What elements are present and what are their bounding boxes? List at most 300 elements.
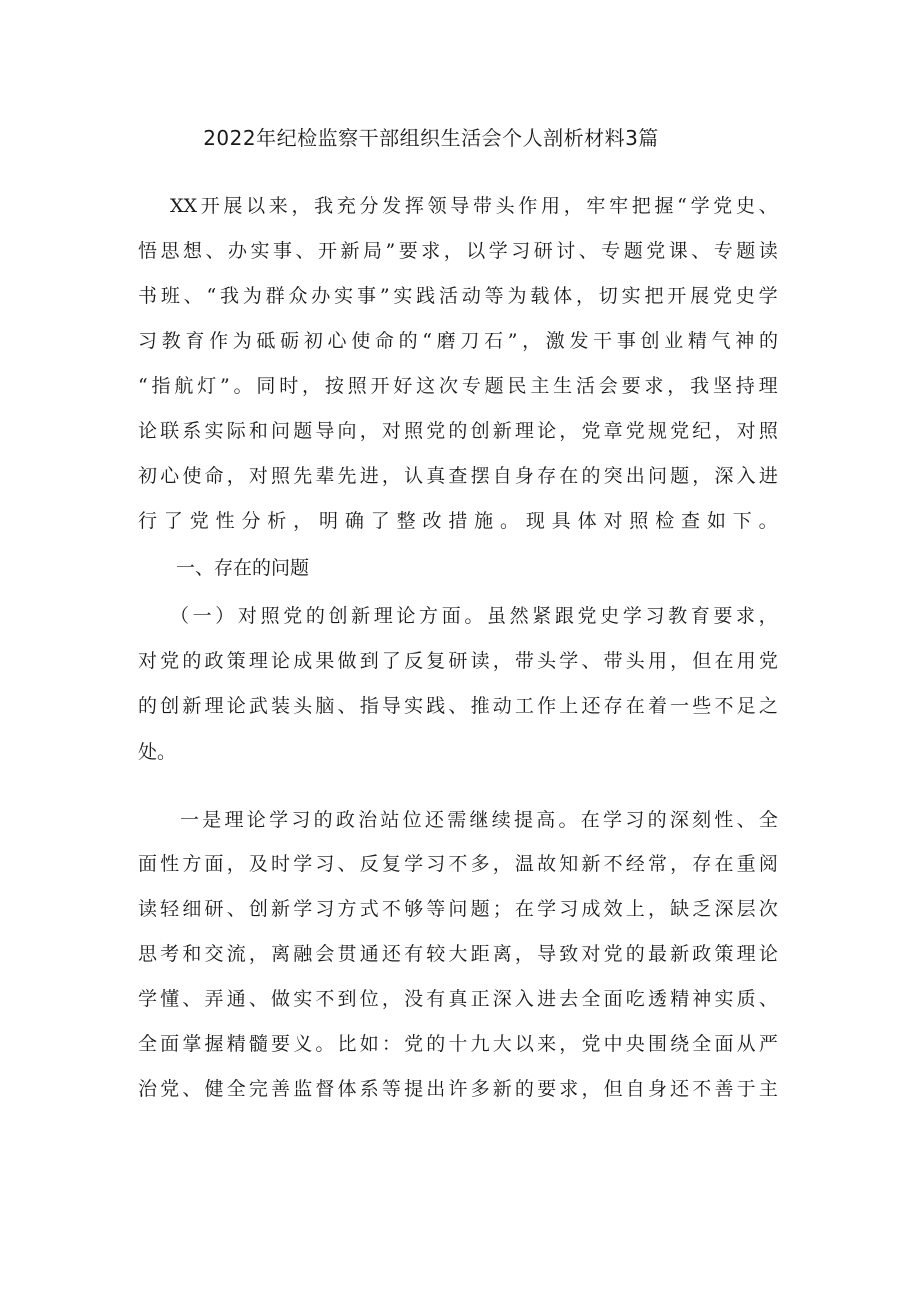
text-glyph: XX bbox=[170, 195, 198, 217]
text-glyph: ， bbox=[670, 650, 690, 672]
text-glyph: 题 bbox=[484, 375, 504, 397]
text-glyph: 多 bbox=[470, 853, 490, 875]
text-glyph: 要 bbox=[537, 1078, 557, 1100]
text-glyph: “ bbox=[138, 375, 148, 397]
text-glyph: 神 bbox=[692, 988, 712, 1010]
text-glyph: 对 bbox=[237, 605, 257, 627]
text-glyph: 来 bbox=[537, 1033, 557, 1055]
text-glyph: 存 bbox=[603, 695, 623, 717]
text-glyph: 新 bbox=[492, 420, 512, 442]
text-glyph: 在 bbox=[580, 809, 600, 831]
text-glyph: ” bbox=[379, 285, 390, 307]
text-glyph: 题 bbox=[470, 898, 490, 920]
text-glyph: 讨 bbox=[556, 240, 576, 262]
text-glyph: 理 bbox=[373, 605, 393, 627]
text-glyph: 指 bbox=[359, 695, 379, 717]
text-glyph: 做 bbox=[337, 650, 357, 672]
text-glyph: 发 bbox=[382, 195, 402, 217]
text-glyph: 面 bbox=[441, 605, 461, 627]
text-glyph: 、 bbox=[578, 240, 598, 262]
text-glyph: 学 bbox=[559, 650, 579, 672]
text-glyph: 理 bbox=[224, 809, 244, 831]
text-glyph: 论 bbox=[396, 605, 416, 627]
text-glyph: 心 bbox=[160, 465, 180, 487]
text-glyph: 面 bbox=[138, 853, 158, 875]
text-glyph: 乏 bbox=[692, 898, 712, 920]
text-glyph: 握 bbox=[204, 1033, 224, 1055]
text-glyph: ， bbox=[670, 853, 690, 875]
text-glyph: 政 bbox=[335, 809, 355, 831]
paragraph-line bbox=[138, 239, 778, 263]
text-glyph: 气 bbox=[711, 330, 731, 352]
text-glyph: ， bbox=[575, 285, 595, 307]
text-glyph: 策 bbox=[226, 650, 246, 672]
text-glyph: 的 bbox=[758, 330, 778, 352]
text-glyph: 习 bbox=[426, 853, 446, 875]
text-glyph: 到 bbox=[337, 988, 357, 1010]
paragraph-line bbox=[138, 1077, 778, 1101]
text-glyph: 体 bbox=[577, 510, 597, 532]
text-glyph: 知 bbox=[559, 853, 579, 875]
text-glyph: 持 bbox=[735, 375, 755, 397]
text-glyph: 我 bbox=[690, 375, 710, 397]
text-glyph: 于 bbox=[736, 1078, 756, 1100]
text-glyph: 灯 bbox=[197, 375, 217, 397]
document-title: 2022年纪检监察干部组织生活会个人剖析材料3篇 bbox=[203, 126, 659, 150]
text-glyph: 党 bbox=[426, 420, 446, 442]
text-glyph: 照 bbox=[758, 420, 778, 442]
text-glyph: 全 bbox=[581, 988, 601, 1010]
text-glyph: 对 bbox=[736, 420, 756, 442]
paragraph-line bbox=[138, 509, 778, 533]
text-glyph: 不 bbox=[315, 988, 335, 1010]
text-glyph: 为 bbox=[507, 285, 527, 307]
text-glyph: 活 bbox=[575, 375, 595, 397]
text-glyph: 开 bbox=[667, 285, 687, 307]
text-glyph: 时 bbox=[279, 375, 299, 397]
text-glyph: 把 bbox=[631, 195, 651, 217]
text-glyph: 还 bbox=[381, 943, 401, 965]
text-glyph: ， bbox=[492, 650, 512, 672]
text-glyph: 交 bbox=[204, 943, 224, 965]
text-glyph: 照 bbox=[260, 605, 280, 627]
text-glyph: 导 bbox=[315, 420, 335, 442]
text-glyph: 教 bbox=[161, 330, 181, 352]
text-glyph: 进 bbox=[359, 465, 379, 487]
text-glyph: 续 bbox=[491, 809, 511, 831]
text-glyph: 轻 bbox=[160, 898, 180, 920]
text-glyph: 如 bbox=[706, 510, 726, 532]
text-glyph: 题 bbox=[623, 240, 643, 262]
text-glyph: 出 bbox=[625, 465, 645, 487]
text-glyph: 教 bbox=[668, 605, 688, 627]
text-glyph: ： bbox=[381, 1033, 401, 1055]
text-glyph: 牢 bbox=[586, 195, 606, 217]
text-glyph: 脑 bbox=[315, 695, 335, 717]
text-glyph: 够 bbox=[404, 898, 424, 920]
text-glyph: 阅 bbox=[758, 853, 778, 875]
text-glyph: 深 bbox=[714, 465, 734, 487]
text-glyph: 办 bbox=[311, 285, 331, 307]
text-glyph: 我 bbox=[314, 195, 334, 217]
text-glyph: 监 bbox=[293, 1078, 313, 1100]
text-glyph: 工 bbox=[514, 695, 534, 717]
text-glyph: “ bbox=[206, 285, 217, 307]
text-glyph: ， bbox=[563, 195, 583, 217]
text-glyph: 下 bbox=[732, 510, 752, 532]
text-glyph: 政 bbox=[692, 943, 712, 965]
text-glyph: 正 bbox=[470, 988, 490, 1010]
text-glyph: 重 bbox=[736, 853, 756, 875]
text-glyph: ， bbox=[291, 195, 311, 217]
text-glyph: 施 bbox=[474, 510, 494, 532]
text-glyph: 如 bbox=[359, 1033, 379, 1055]
text-glyph: 纪 bbox=[692, 420, 712, 442]
text-glyph: ， bbox=[514, 943, 534, 965]
text-glyph: 的 bbox=[448, 420, 468, 442]
text-glyph: 的 bbox=[647, 809, 667, 831]
text-glyph: 系 bbox=[182, 420, 202, 442]
text-glyph: 论 bbox=[226, 695, 246, 717]
text-glyph: 、 bbox=[581, 650, 601, 672]
paragraph-line bbox=[138, 329, 778, 353]
text-glyph: 书 bbox=[138, 285, 158, 307]
text-glyph: 但 bbox=[603, 1078, 623, 1100]
text-glyph: 着 bbox=[647, 695, 667, 717]
text-glyph: 弄 bbox=[204, 988, 224, 1010]
text-glyph: 面 bbox=[714, 1033, 734, 1055]
text-glyph: 习 bbox=[559, 898, 579, 920]
text-glyph: ， bbox=[226, 465, 246, 487]
text-glyph: 局 bbox=[363, 240, 383, 262]
text-glyph: 、 bbox=[295, 240, 315, 262]
text-glyph: 按 bbox=[324, 375, 344, 397]
text-glyph: 成 bbox=[293, 650, 313, 672]
text-glyph: 复 bbox=[381, 853, 401, 875]
text-glyph: 刀 bbox=[460, 330, 480, 352]
text-glyph: 提 bbox=[513, 809, 533, 831]
text-glyph: 一 bbox=[670, 695, 690, 717]
text-glyph: 上 bbox=[559, 695, 579, 717]
text-glyph: 位 bbox=[402, 809, 422, 831]
text-glyph: 全 bbox=[226, 1078, 246, 1100]
text-glyph: 还 bbox=[670, 1078, 690, 1100]
text-glyph: 体 bbox=[553, 285, 573, 307]
text-glyph: 习 bbox=[315, 853, 335, 875]
text-glyph: 离 bbox=[492, 943, 512, 965]
text-glyph: 位 bbox=[359, 988, 379, 1010]
text-glyph: 治 bbox=[358, 809, 378, 831]
text-glyph: 明 bbox=[319, 510, 339, 532]
text-glyph: 理 bbox=[514, 420, 534, 442]
text-glyph: 实 bbox=[393, 285, 413, 307]
text-glyph: 干 bbox=[593, 330, 613, 352]
text-glyph: 载 bbox=[530, 285, 550, 307]
paragraph-line bbox=[138, 464, 778, 488]
text-glyph: 石 bbox=[484, 330, 504, 352]
text-glyph: 了 bbox=[163, 510, 183, 532]
text-glyph: 新 bbox=[581, 853, 601, 875]
text-glyph: 航 bbox=[174, 375, 194, 397]
text-glyph: 求 bbox=[421, 240, 441, 262]
text-glyph: 创 bbox=[470, 420, 490, 442]
text-glyph: 初 bbox=[138, 465, 158, 487]
text-glyph: 一 bbox=[180, 809, 200, 831]
text-glyph: 。 bbox=[315, 1033, 335, 1055]
text-glyph: ， bbox=[581, 1078, 601, 1100]
text-glyph: 一 bbox=[192, 605, 212, 627]
text-glyph: 史 bbox=[600, 605, 620, 627]
text-glyph: 求 bbox=[559, 1078, 579, 1100]
paragraph-line bbox=[138, 897, 778, 921]
text-glyph: 学 bbox=[293, 853, 313, 875]
text-glyph: 以 bbox=[514, 1033, 534, 1055]
text-glyph: 及 bbox=[248, 853, 268, 875]
text-glyph: 查 bbox=[681, 510, 701, 532]
text-glyph: 求 bbox=[736, 605, 756, 627]
text-glyph: 、 bbox=[337, 853, 357, 875]
text-glyph: 带 bbox=[472, 195, 492, 217]
text-glyph: 通 bbox=[359, 943, 379, 965]
paragraph-line bbox=[138, 1032, 778, 1056]
text-glyph: 创 bbox=[328, 605, 348, 627]
text-glyph: 砥 bbox=[256, 330, 276, 352]
text-glyph: 党 bbox=[189, 510, 209, 532]
text-glyph: 效 bbox=[603, 898, 623, 920]
paragraph-line bbox=[180, 808, 778, 832]
text-glyph: 治 bbox=[138, 1078, 158, 1100]
text-glyph: 学 bbox=[690, 195, 710, 217]
text-glyph: 进 bbox=[758, 465, 778, 487]
text-glyph: 层 bbox=[736, 898, 756, 920]
text-glyph: ， bbox=[667, 375, 687, 397]
text-glyph: 在 bbox=[625, 695, 645, 717]
text-glyph: 专 bbox=[713, 240, 733, 262]
text-glyph: 反 bbox=[404, 650, 424, 672]
text-glyph: 读 bbox=[758, 240, 778, 262]
text-glyph: 、 bbox=[736, 809, 756, 831]
text-glyph: 要 bbox=[398, 240, 418, 262]
text-glyph: ， bbox=[522, 330, 542, 352]
text-glyph: 、 bbox=[226, 898, 246, 920]
text-glyph: 新 bbox=[182, 695, 202, 717]
text-glyph: 命 bbox=[374, 330, 394, 352]
text-glyph: 学 bbox=[622, 605, 642, 627]
text-glyph: 党 bbox=[404, 1033, 424, 1055]
text-glyph: 需 bbox=[447, 809, 467, 831]
text-glyph: 党 bbox=[581, 420, 601, 442]
text-glyph: 活 bbox=[439, 285, 459, 307]
text-glyph: 质 bbox=[736, 988, 756, 1010]
text-glyph: 没 bbox=[404, 988, 424, 1010]
text-glyph: 央 bbox=[625, 1033, 645, 1055]
text-glyph: 然 bbox=[509, 605, 529, 627]
text-glyph: 健 bbox=[204, 1078, 224, 1100]
text-glyph: 群 bbox=[265, 285, 285, 307]
text-glyph: 精 bbox=[670, 988, 690, 1010]
text-glyph: 政 bbox=[204, 650, 224, 672]
text-glyph: 来 bbox=[268, 195, 288, 217]
text-glyph: 查 bbox=[448, 465, 468, 487]
text-glyph: 完 bbox=[248, 1078, 268, 1100]
text-glyph: 论 bbox=[138, 420, 158, 442]
text-glyph: 带 bbox=[514, 650, 534, 672]
text-glyph: 题 bbox=[736, 240, 756, 262]
text-glyph: 高 bbox=[536, 809, 556, 831]
text-glyph: 、 bbox=[182, 988, 202, 1010]
text-glyph: 对 bbox=[248, 465, 268, 487]
text-glyph: 这 bbox=[416, 375, 436, 397]
text-glyph: 距 bbox=[470, 943, 490, 965]
text-glyph: 党 bbox=[577, 605, 597, 627]
text-glyph: 身 bbox=[514, 465, 534, 487]
text-glyph: 切 bbox=[598, 285, 618, 307]
text-glyph: 学 bbox=[603, 809, 623, 831]
text-glyph: 跟 bbox=[554, 605, 574, 627]
text-glyph: 大 bbox=[492, 1033, 512, 1055]
text-glyph: 握 bbox=[654, 195, 674, 217]
text-glyph: 从 bbox=[736, 1033, 756, 1055]
text-glyph: 众 bbox=[288, 285, 308, 307]
text-glyph: 深 bbox=[714, 898, 734, 920]
text-glyph: ， bbox=[248, 943, 268, 965]
text-glyph: 去 bbox=[559, 988, 579, 1010]
text-glyph: 的 bbox=[625, 943, 645, 965]
text-glyph: 读 bbox=[470, 650, 490, 672]
text-glyph: 论 bbox=[537, 420, 557, 442]
text-glyph: 党 bbox=[625, 420, 645, 442]
text-glyph: 践 bbox=[416, 285, 436, 307]
text-glyph: 实 bbox=[293, 988, 313, 1010]
text-glyph: 体 bbox=[337, 1078, 357, 1100]
paragraph-line bbox=[138, 374, 778, 398]
text-glyph: 上 bbox=[625, 898, 645, 920]
text-glyph: 对 bbox=[581, 943, 601, 965]
text-glyph: 照 bbox=[271, 465, 291, 487]
text-glyph: 入 bbox=[736, 465, 756, 487]
text-glyph: 但 bbox=[692, 650, 712, 672]
text-glyph: 站 bbox=[380, 809, 400, 831]
text-glyph: 实 bbox=[204, 420, 224, 442]
text-glyph: 史 bbox=[735, 285, 755, 307]
text-glyph: 党 bbox=[603, 943, 623, 965]
text-glyph: 实 bbox=[404, 695, 424, 717]
text-glyph: 以 bbox=[466, 240, 486, 262]
text-glyph: 的 bbox=[182, 650, 202, 672]
text-glyph: 联 bbox=[160, 420, 180, 442]
text-glyph: 和 bbox=[248, 420, 268, 442]
text-glyph: 通 bbox=[226, 988, 246, 1010]
text-glyph: ” bbox=[507, 330, 518, 352]
text-glyph: 问 bbox=[271, 420, 291, 442]
text-glyph: 了 bbox=[370, 510, 390, 532]
text-glyph: 认 bbox=[404, 465, 424, 487]
text-glyph: 掌 bbox=[182, 1033, 202, 1055]
text-glyph: 神 bbox=[735, 330, 755, 352]
text-glyph: 足 bbox=[736, 695, 756, 717]
text-glyph: 入 bbox=[514, 988, 534, 1010]
text-glyph: 牢 bbox=[609, 195, 629, 217]
paragraph-line bbox=[138, 284, 778, 308]
text-glyph: ， bbox=[692, 465, 712, 487]
text-glyph: “ bbox=[677, 195, 687, 217]
text-glyph: 党 bbox=[713, 195, 733, 217]
text-glyph: 反 bbox=[359, 853, 379, 875]
text-glyph: 激 bbox=[545, 330, 565, 352]
text-glyph: 流 bbox=[226, 943, 246, 965]
text-glyph: 方 bbox=[182, 853, 202, 875]
text-glyph: 些 bbox=[692, 695, 712, 717]
text-glyph: 育 bbox=[185, 330, 205, 352]
text-glyph: 要 bbox=[713, 605, 733, 627]
text-glyph: 的 bbox=[305, 605, 325, 627]
text-glyph: 作 bbox=[209, 330, 229, 352]
text-glyph: 比 bbox=[337, 1033, 357, 1055]
text-glyph: 导 bbox=[381, 695, 401, 717]
text-glyph: 使 bbox=[351, 330, 371, 352]
text-glyph: 作 bbox=[518, 195, 538, 217]
text-glyph: 先 bbox=[293, 465, 313, 487]
text-glyph: 专 bbox=[461, 375, 481, 397]
text-glyph: 装 bbox=[271, 695, 291, 717]
text-glyph: ， bbox=[492, 853, 512, 875]
text-glyph: 离 bbox=[271, 943, 291, 965]
text-glyph: 对 bbox=[138, 650, 158, 672]
text-glyph: ； bbox=[492, 898, 512, 920]
text-glyph: 透 bbox=[647, 988, 667, 1010]
text-glyph: ， bbox=[381, 465, 401, 487]
text-glyph: 照 bbox=[347, 375, 367, 397]
text-glyph: 的 bbox=[138, 695, 158, 717]
text-glyph: 善 bbox=[714, 1078, 734, 1100]
text-glyph: 有 bbox=[426, 988, 446, 1010]
text-glyph: ， bbox=[293, 510, 313, 532]
paragraph-line bbox=[170, 194, 778, 218]
text-glyph: 理 bbox=[736, 943, 756, 965]
text-glyph: 成 bbox=[581, 898, 601, 920]
text-glyph: 融 bbox=[293, 943, 313, 965]
text-glyph: 开 bbox=[200, 195, 220, 217]
text-glyph: 学 bbox=[138, 988, 158, 1010]
text-glyph: ， bbox=[647, 898, 667, 920]
text-glyph: 学 bbox=[404, 853, 424, 875]
text-glyph: 。 bbox=[464, 605, 484, 627]
text-glyph: 改 bbox=[422, 510, 442, 532]
text-glyph: 细 bbox=[182, 898, 202, 920]
text-glyph: 好 bbox=[393, 375, 413, 397]
text-glyph: 果 bbox=[315, 650, 335, 672]
text-glyph: 要 bbox=[621, 375, 641, 397]
text-glyph: 、 bbox=[691, 240, 711, 262]
text-glyph: 真 bbox=[426, 465, 446, 487]
text-glyph: 头 bbox=[293, 695, 313, 717]
text-glyph: 论 bbox=[271, 650, 291, 672]
text-glyph: 性 bbox=[215, 510, 235, 532]
text-glyph: 深 bbox=[669, 809, 689, 831]
text-glyph: 事 bbox=[356, 285, 376, 307]
text-glyph: 检 bbox=[655, 510, 675, 532]
text-glyph: 督 bbox=[315, 1078, 335, 1100]
text-glyph: 民 bbox=[507, 375, 527, 397]
text-glyph: 创 bbox=[640, 330, 660, 352]
text-glyph: ， bbox=[381, 988, 401, 1010]
text-glyph: 主 bbox=[758, 1078, 778, 1100]
text-glyph: 思 bbox=[160, 240, 180, 262]
text-glyph: 身 bbox=[647, 1078, 667, 1100]
text-glyph: 和 bbox=[182, 943, 202, 965]
text-glyph: 摆 bbox=[470, 465, 490, 487]
text-glyph: 办 bbox=[228, 240, 248, 262]
